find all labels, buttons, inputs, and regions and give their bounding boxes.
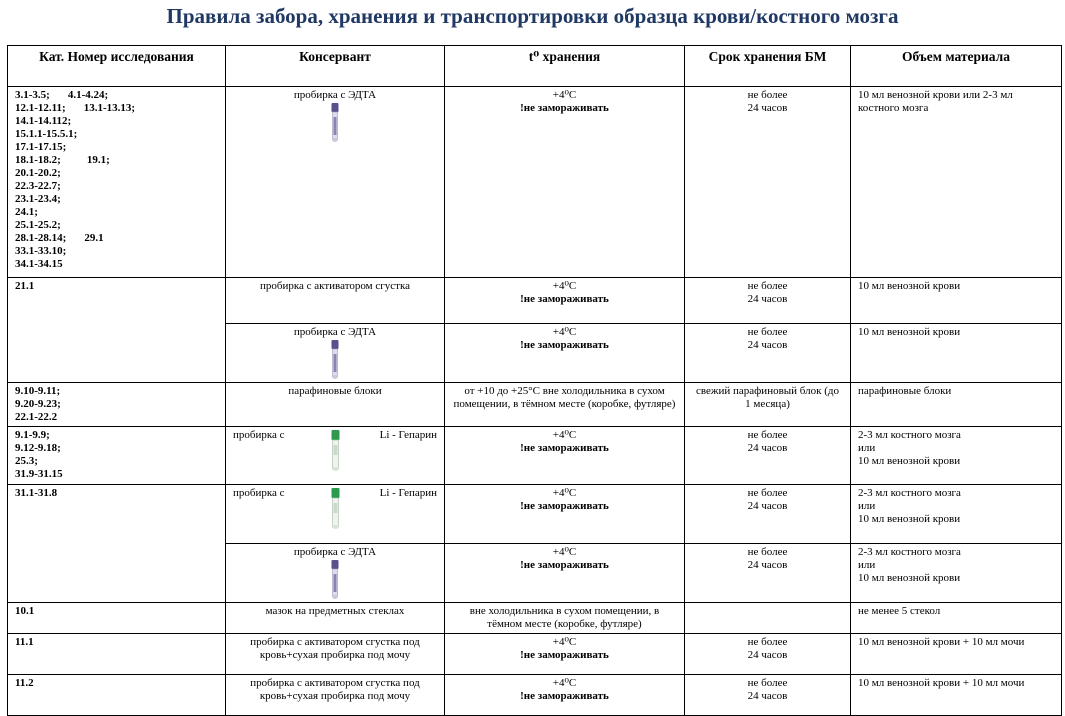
- preservative-label-prefix: пробирка с: [233, 429, 285, 441]
- shelf-life-cell: [685, 278, 851, 324]
- catalog-codes-cell: 31.1-31.8: [8, 485, 226, 603]
- shelf-life-cell: [685, 427, 851, 485]
- temperature-value: +4⁰С: [552, 636, 577, 648]
- preservative-cell: [226, 485, 445, 544]
- volume-line: 2-3 мл костного мозга: [858, 546, 961, 558]
- shelf-life-line1: не более: [747, 546, 788, 558]
- no-freeze-warning: !не замораживать: [520, 500, 609, 512]
- code: 18.1-18.2;: [15, 154, 61, 166]
- preservative-label: пробирка с ЭДТА: [293, 89, 377, 101]
- code: 22.3-22.7;: [15, 180, 61, 192]
- no-freeze-warning: !не замораживать: [520, 690, 609, 702]
- shelf-life-cell: [685, 603, 851, 634]
- temperature-value: +4⁰С: [552, 429, 577, 441]
- no-freeze-warning: !не замораживать: [520, 649, 609, 661]
- code: 4.1-4.24;: [67, 89, 109, 101]
- catalog-codes-cell: 10.1: [8, 603, 226, 634]
- preservative-label-suffix: Li - Гепарин: [379, 487, 437, 499]
- volume-cell: 10 мл венозной крови + 10 мл мочи: [851, 634, 1062, 675]
- preservative-label-suffix: Li - Гепарин: [379, 429, 437, 441]
- shelf-life-line1: не более: [747, 487, 788, 499]
- code: 14.1-14.112;: [15, 115, 72, 127]
- code: 29.1: [84, 232, 104, 244]
- shelf-life-line2: 24 часов: [747, 102, 788, 114]
- preservative-cell: [226, 87, 445, 278]
- temperature-cell: [445, 485, 685, 544]
- table-row: [8, 634, 1062, 675]
- table-row: [8, 427, 1062, 485]
- temperature-cell: [445, 634, 685, 675]
- code: 22.1-22.2: [15, 411, 58, 423]
- shelf-life-line2: 24 часов: [747, 690, 788, 702]
- temperature-value: +4⁰С: [552, 326, 577, 338]
- code: 23.1-23.4;: [15, 193, 61, 205]
- code: 19.1;: [86, 154, 110, 166]
- no-freeze-warning: !не замораживать: [520, 559, 609, 571]
- catalog-codes-cell: 21.1: [8, 278, 226, 383]
- shelf-life-cell: [685, 324, 851, 383]
- catalog-codes-cell: 11.1: [8, 634, 226, 675]
- preservative-cell: пробирка с активатором сгустка: [226, 278, 445, 324]
- preservative-cell: пробирка с активатором сгустка под кровь+сухая пробирка под мочу: [226, 634, 445, 675]
- code: 9.10-9.11;: [15, 385, 61, 397]
- catalog-codes-cell: [8, 427, 226, 485]
- code: 24.1;: [15, 206, 38, 218]
- code: 33.1-33.10;: [15, 245, 67, 257]
- preservative-label-prefix: пробирка с: [233, 487, 285, 499]
- sample-rules-table: [7, 45, 1062, 716]
- temperature-value: +4⁰С: [552, 280, 577, 292]
- code: 9.1-9.9;: [15, 429, 50, 441]
- shelf-life-cell: [685, 675, 851, 716]
- header-shelf-life: Срок хранения БМ: [685, 46, 851, 87]
- code: 20.1-20.2;: [15, 167, 61, 179]
- code: 25.3;: [15, 455, 38, 467]
- preservative-cell: [226, 544, 445, 603]
- code: 13.1-13.13;: [83, 102, 136, 114]
- volume-line: или: [858, 559, 876, 571]
- code: 17.1-17.15;: [15, 141, 67, 153]
- code: 34.1-34.15: [15, 258, 63, 270]
- header-catalog: Кат. Номер исследования: [8, 46, 226, 87]
- header-preservative: Консервант: [226, 46, 445, 87]
- preservative-label: пробирка с ЭДТА: [293, 546, 377, 558]
- temperature-cell: [445, 324, 685, 383]
- no-freeze-warning: !не замораживать: [520, 442, 609, 454]
- shelf-life-cell: [685, 485, 851, 544]
- volume-cell: 10 мл венозной крови: [851, 278, 1062, 324]
- table-row: [8, 603, 1062, 634]
- table-row: [8, 675, 1062, 716]
- volume-line: или: [858, 500, 876, 512]
- temperature-cell: [445, 427, 685, 485]
- volume-cell: 10 мл венозной крови + 10 мл мочи: [851, 675, 1062, 716]
- shelf-life-line1: не более: [747, 636, 788, 648]
- volume-cell: 10 мл венозной крови: [851, 324, 1062, 383]
- header-temperature: t⁰ хранения: [445, 46, 685, 87]
- volume-line: 10 мл венозной крови: [858, 572, 961, 584]
- temperature-value: +4⁰С: [552, 89, 577, 101]
- catalog-codes-cell: [8, 87, 226, 278]
- temperature-value: +4⁰С: [552, 546, 577, 558]
- volume-cell: не менее 5 стекол: [851, 603, 1062, 634]
- shelf-life-cell: [685, 634, 851, 675]
- heparin-tube-icon: [331, 430, 340, 472]
- shelf-life-line2: 24 часов: [747, 442, 788, 454]
- table-header-row: [8, 46, 1062, 87]
- shelf-life-cell: [685, 87, 851, 278]
- temperature-value: +4⁰С: [552, 487, 577, 499]
- temperature-cell: [445, 544, 685, 603]
- shelf-life-line1: не более: [747, 280, 788, 292]
- shelf-life-cell: свежий парафиновый блок (до 1 месяца): [685, 383, 851, 427]
- catalog-codes-cell: 11.2: [8, 675, 226, 716]
- code: 31.9-31.15: [15, 468, 63, 480]
- code: 9.12-9.18;: [15, 442, 61, 454]
- volume-line: 2-3 мл костного мозга: [858, 429, 961, 441]
- table-row: [8, 278, 1062, 324]
- catalog-codes-cell: [8, 383, 226, 427]
- shelf-life-line2: 24 часов: [747, 293, 788, 305]
- volume-line: или: [858, 442, 876, 454]
- shelf-life-line2: 24 часов: [747, 649, 788, 661]
- volume-line: 2-3 мл костного мозга: [858, 487, 961, 499]
- volume-cell: [851, 544, 1062, 603]
- shelf-life-line1: не более: [747, 429, 788, 441]
- preservative-label: пробирка с ЭДТА: [293, 326, 377, 338]
- volume-cell: 10 мл венозной крови или 2-3 мл костного мозга: [851, 87, 1062, 278]
- no-freeze-warning: !не замораживать: [520, 102, 609, 114]
- header-volume: Объем материала: [851, 46, 1062, 87]
- temperature-cell: вне холодильника в сухом помещении, в тёмном месте (коробке, футляре): [445, 603, 685, 634]
- volume-cell: [851, 485, 1062, 544]
- preservative-cell: мазок на предметных стеклах: [226, 603, 445, 634]
- table-row: [8, 383, 1062, 427]
- table-row: [8, 87, 1062, 278]
- volume-cell: [851, 427, 1062, 485]
- shelf-life-line1: не более: [747, 89, 788, 101]
- temperature-cell: от +10 до +25°С вне холодильника в сухом помещении, в тёмном месте (коробке, футляре): [445, 383, 685, 427]
- preservative-cell: [226, 427, 445, 485]
- volume-cell: парафиновые блоки: [851, 383, 1062, 427]
- shelf-life-line2: 24 часов: [747, 500, 788, 512]
- preservative-cell: [226, 324, 445, 383]
- heparin-tube-icon: [331, 488, 340, 530]
- preservative-cell: пробирка с активатором сгустка под кровь+сухая пробирка под мочу: [226, 675, 445, 716]
- temperature-value: +4⁰С: [552, 677, 577, 689]
- edta-tube-icon: [331, 103, 339, 143]
- edta-tube-icon: [331, 560, 339, 600]
- no-freeze-warning: !не замораживать: [520, 293, 609, 305]
- code: 15.1.1-15.5.1;: [15, 128, 78, 140]
- code: 12.1-12.11;: [15, 102, 66, 114]
- shelf-life-line2: 24 часов: [747, 339, 788, 351]
- volume-line: 10 мл венозной крови: [858, 513, 961, 525]
- page-title: Правила забора, хранения и транспортировки образца крови/костного мозга: [166, 4, 899, 28]
- code: 28.1-28.14;: [15, 232, 67, 244]
- shelf-life-line2: 24 часов: [747, 559, 788, 571]
- temperature-cell: [445, 278, 685, 324]
- table-row: [8, 485, 1062, 544]
- shelf-life-line1: не более: [747, 677, 788, 689]
- no-freeze-warning: !не замораживать: [520, 339, 609, 351]
- shelf-life-line1: не более: [747, 326, 788, 338]
- temperature-cell: [445, 675, 685, 716]
- preservative-cell: парафиновые блоки: [226, 383, 445, 427]
- code: 3.1-3.5;: [15, 89, 50, 101]
- code: 9.20-9.23;: [15, 398, 61, 410]
- shelf-life-cell: [685, 544, 851, 603]
- edta-tube-icon: [331, 340, 339, 380]
- code: 25.1-25.2;: [15, 219, 61, 231]
- volume-line: 10 мл венозной крови: [858, 455, 961, 467]
- temperature-cell: [445, 87, 685, 278]
